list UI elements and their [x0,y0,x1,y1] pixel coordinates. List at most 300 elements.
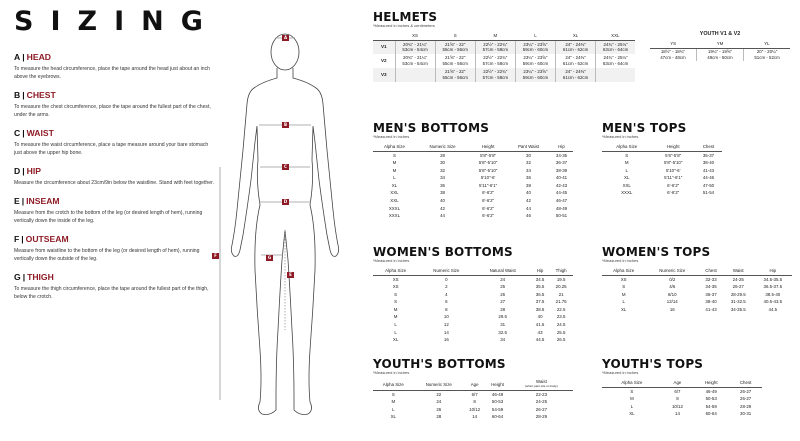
row-label: V3 [373,68,395,82]
table-row [602,291,792,299]
table-cell: S [392,152,396,158]
measurement-desc: Measure the circumference about 23cm/9in below the waistline. Stand with feet together. [14,180,214,186]
table-cell: 44 [526,205,531,211]
womens-bottoms-subtitle: *Measured in inches [373,258,410,263]
table-cell: 36.5 [535,291,545,297]
table-row [373,212,573,220]
table-cell: 10/12 [469,406,481,412]
table-row [373,283,573,291]
table-header [373,32,395,40]
table-row [373,313,573,321]
table-header: L [515,32,555,40]
body-outline-illustration [210,30,360,435]
table-cell: 34 [440,175,445,181]
table-row [373,174,573,182]
table-cell: 60-64 [491,414,504,420]
table-cell: 31-32.5 [730,299,746,305]
table-cell: S [622,284,626,290]
table-header: YS [650,40,696,48]
table-cell: 14 [675,411,680,417]
table-cell: 0/2 [669,276,676,282]
table-cell: 38-40 [705,299,717,305]
table-cell: 36 [440,182,445,188]
table-cell: XXXL [388,213,401,219]
table-cell: 36 [526,175,531,181]
table-cell: 21.75 [555,299,567,305]
table-cell: 24" - 24⅜" 61cm - 62cm [556,68,596,82]
table-cell: L [625,167,628,173]
table-row [373,167,573,175]
womens-tops-section [602,246,792,313]
table-row [602,306,792,314]
mens-bottoms-title: MEN'S BOTTOMS [373,121,490,135]
mens-tops-title: MEN'S TOPS [602,121,687,135]
measurement-desc: To measure the thigh circumference, place the tape around the fullest part of the thigh, below the crotch. [14,286,209,300]
marker-a: A [283,35,288,40]
table-row [373,54,635,68]
helmets-table [373,32,635,82]
table-cell: 28-29 [535,414,548,420]
table-header: Numeric Size [418,267,474,275]
youth-helmets-table [650,40,790,61]
table-cell: 40-41 [555,175,568,181]
table-cell: 23.5 [556,314,566,320]
table-cell: 30 [526,152,531,158]
youths-tops-title: YOUTH'S TOPS [602,357,704,371]
table-row [602,283,792,291]
table-cell: 54-59 [705,403,717,409]
table-cell: 5'10"-6' [480,175,496,181]
table-row [602,403,762,411]
table-cell: 28-29 [740,403,752,409]
table-cell: 54-59 [491,406,504,412]
womens-bottoms-table [373,267,573,344]
table-cell: 23¼" - 23⅝" 59cm - 60cm [515,54,555,68]
table-cell: 25.5 [556,329,566,335]
youths-bottoms-subtitle: *Measured in inches [373,370,410,375]
table-cell: 24-25 [732,276,744,282]
table-row [602,410,762,418]
table-cell: M [392,167,397,173]
table-cell: 44 [440,213,445,219]
table-cell: 36-37 [705,291,717,297]
table-cell: 34.5-35.5 [763,276,783,282]
table-cell: 24" - 24⅜" 61cm - 62cm [556,40,596,54]
measurement-letter: F [14,234,20,244]
marker-d: D [283,199,288,204]
table-header: XL [556,32,596,40]
table-cell: 5'8"-5'10" [663,160,683,166]
table-cell: 34-35 [555,152,568,158]
table-cell: XXL [390,190,399,196]
table-cell: 24 [436,399,442,405]
table-cell: 18½" - 18¾" 47cm - 48cm [650,48,696,61]
table-cell: 28 [440,152,445,158]
table-cell: 42 [526,198,531,204]
waist-note: (when pant sits on body) [525,384,558,388]
table-cell: 22½" - 22¾" 57cm - 58cm [475,54,515,68]
table-cell: XS [620,276,627,282]
table-cell: 6 [445,299,448,305]
measurement-list [14,52,214,310]
table-cell: XL [391,182,398,188]
table-header: Alpha Size [602,379,662,387]
table-cell [395,68,435,82]
table-cell: 44-45 [555,190,568,196]
table-cell: XS [392,284,399,290]
table-row [373,413,573,421]
table-cell: 40 [440,198,445,204]
table-cell: 22 [436,391,442,397]
table-cell: 6'-6'2" [667,182,680,188]
youths-bottoms-title: YOUTH'S BOTTOMS [373,357,506,371]
measurement-letter: E [14,196,20,206]
table-cell: S [391,391,395,397]
womens-tops-subtitle: *Measured in inches [602,258,639,263]
table-cell: 40 [526,190,531,196]
measurement-name: THIGH [27,272,54,282]
table-header: XXL [596,32,635,40]
table-cell: M [624,160,629,166]
table-cell: 25 [500,284,506,290]
table-cell: XL [629,411,635,417]
table-cell: 38 [440,190,445,196]
table-header: Alpha Size [602,267,645,275]
youth-helmets-title: YOUTH V1 & V2 [699,31,741,37]
table-header: Height [485,379,510,390]
table-cell: 34 [500,337,506,343]
youths-tops-subtitle: *Measured in inches [602,370,639,375]
table-cell: 32 [440,167,445,173]
table-cell: 40.5-43.5 [763,299,783,305]
table-cell: 24.5 [556,322,566,328]
table-cell: 22.5 [556,306,566,312]
table-header: Hip [531,267,549,275]
table-cell: 6'-6'2" [482,198,495,204]
marker-b: B [283,122,288,127]
table-cell: 23¼" - 23⅝" 59cm - 60cm [515,40,555,54]
table-cell: M [630,396,634,402]
marker-g: G [267,255,272,260]
table-cell: 21⅝" - 22" 55cm - 56cm [435,40,475,54]
table-row [373,189,573,197]
table-row [373,159,573,167]
table-cell: 37.5 [535,299,545,305]
table-cell: 46-49 [705,388,717,394]
table-row [602,174,722,182]
table-row [373,40,635,54]
table-header: Numeric Size [416,143,469,151]
measurement-desc: To measure the chest circumference, place the tape around the fullest part of the chest, under the arms. [14,104,211,118]
table-cell: 28-29.5 [730,291,746,297]
marker-e: E [287,272,294,278]
table-cell: 26-27 [740,388,752,394]
table-cell: 40 [537,314,543,320]
table-cell: 20¾" - 21¼" 53cm - 54cm [395,54,435,68]
helmets-title: HELMETS [373,10,438,24]
table-cell: 50-53 [705,396,717,402]
table-cell: XL [624,175,630,181]
table-cell: 19¼" - 19⅝" 49cm - 50cm [696,48,743,61]
mens-tops-table [602,143,722,197]
table-cell: 24¾" - 25⅛" 63cm - 64cm [596,40,635,54]
mens-tops-section [602,122,722,197]
table-cell: 44.5 [768,306,778,312]
measurement-name: HIP [26,166,41,176]
table-header: Chest [699,267,723,275]
table-cell: 16 [669,306,675,312]
table-cell: 0 [445,276,448,282]
table-cell: 43 [537,329,543,335]
table-cell: 29.5 [498,314,507,320]
table-row [373,398,573,406]
measurement-name: WAIST [26,128,54,138]
table-cell: 46-47 [555,198,568,204]
table-header: Numeric Size [414,379,464,390]
table-cell: 32 [526,160,531,166]
table-cell: 44.5 [535,337,545,343]
table-cell: 46-49 [491,391,504,397]
table-header: Pant Waist [507,143,550,151]
table-row [373,275,573,283]
table-cell: 46 [526,213,531,219]
table-cell: M [393,306,398,312]
table-row [650,48,790,61]
womens-bottoms-title: WOMEN'S BOTTOMS [373,245,513,259]
table-cell: L [622,299,625,305]
table-cell: 31 [500,322,506,328]
measurement-chest: B | CHEST To measure the chest circumference, place the tape around the fullest part of the chest, under the arms. [14,90,214,119]
table-header: Alpha Size [373,143,416,151]
table-header: Hip [550,143,573,151]
measurement-letter: G [14,272,21,282]
womens-bottoms-section [373,246,573,344]
youths-tops-section [602,358,762,418]
table-cell: 6'-6'2" [482,190,495,196]
table-cell: 12 [443,322,449,328]
helmets-section [373,11,635,82]
table-header: XS [395,32,435,40]
table-header: Waist [723,267,754,275]
table-row [373,306,573,314]
table-row [602,189,722,197]
table-cell: 30 [440,160,445,166]
table-cell: 26 [436,406,442,412]
marker-f: F [212,253,219,259]
table-cell: 14 [472,414,478,420]
measurement-hip: D | HIP Measure the circumference about 23cm/9in below the waistline. Stand with feet together. [14,166,214,186]
table-header: Chest [695,143,722,151]
table-cell: XXXL [388,205,401,211]
table-cell: 41.5 [535,322,545,328]
table-cell: 8/10 [667,291,677,297]
table-cell: 26 [500,291,506,297]
table-cell: 6'-6'2" [482,205,495,211]
table-cell: 26.5 [556,337,566,343]
measurement-letter: B [14,90,21,100]
table-cell: 41-43 [705,306,717,312]
table-cell: S [625,152,629,158]
table-header: Thigh [549,267,573,275]
table-cell: M [393,314,398,320]
table-cell: XXL [390,198,399,204]
table-cell: XL [390,414,396,420]
table-row [373,329,573,337]
table-row [373,336,573,344]
table-cell: S [394,291,398,297]
table-header: Alpha Size [602,143,651,151]
table-cell: 6/7 [471,391,478,397]
table-cell: 8 [676,396,679,402]
table-cell: 22-23 [535,391,548,397]
table-cell: M [392,160,397,166]
table-row [373,406,573,414]
table-cell: 34-35.5 [730,306,746,312]
table-header: M [475,32,515,40]
measurement-desc: Measure from the crotch to the bottom of the leg (or desired length of hem), running vertically down the inside of the leg. [14,210,203,224]
table-row [373,197,573,205]
table-header: Alpha Size [373,379,414,390]
table-cell: 20¾" - 21¼" 53cm - 54cm [395,40,435,54]
mens-bottoms-section [373,122,573,220]
table-header: Height [693,379,729,387]
table-cell: 5'11"-6'1" [479,182,498,188]
table-cell: 35.5 [535,284,545,290]
table-cell: 21⅝" - 22" 55cm - 56cm [435,54,475,68]
table-cell: 32.5 [498,329,507,335]
table-cell: 27 [500,299,506,305]
measurement-inseam: E | INSEAM Measure from the crotch to the bottom of the leg (or desired length of hem), running vertically down the inside of the leg. [14,196,214,225]
marker-c: C [282,164,289,170]
youth-helmets-section [650,31,790,61]
table-cell: S [630,388,634,394]
table-cell: L [394,322,397,328]
table-cell: 5'10"-6' [665,167,681,173]
measurement-name: CHEST [26,90,56,100]
measurement-name: HEAD [26,52,51,62]
table-cell: 21⅝" - 22" 55cm - 56cm [435,68,475,82]
table-cell: 2 [445,284,448,290]
table-header: Hip [754,267,792,275]
table-header: S [435,32,475,40]
table-cell: 24¾" - 25⅛" 63cm - 64cm [602,55,629,66]
table-cell: 5'8"-5'8" [480,152,497,158]
table-row [602,298,792,306]
table-cell: L [630,403,634,409]
table-cell: 34.5 [535,276,545,282]
table-cell: 5'6"-5'8" [665,152,682,158]
table-row [373,298,573,306]
table-cell: XXL [622,182,631,188]
table-cell: 20.25 [555,284,567,290]
measurement-letter: C [14,128,21,138]
table-row [373,321,573,329]
table-cell: 26-27 [740,396,752,402]
table-cell: 36.5-37.5 [763,284,783,290]
body-figure [210,30,360,435]
table-cell: 20" - 20¼" 51cm - 52cm [754,49,780,60]
table-header: YL [744,40,790,48]
table-cell: XS [392,276,399,282]
table-cell: 38-39 [555,167,568,173]
youths-tops-table [602,379,762,418]
measurement-waist: C | WAIST To measure the waist circumference, place a tape measure around your bare stomach just above the upper hip bone. [14,128,214,157]
table-cell: 60-64 [705,411,717,417]
table-row [602,167,722,175]
table-cell: L [394,329,397,335]
table-cell: 48-49 [555,205,568,211]
table-cell: S [394,299,398,305]
table-cell: L [392,406,395,412]
table-cell: 42 [440,205,445,211]
table-row [373,182,573,190]
womens-tops-title: WOMEN'S TOPS [602,245,711,259]
table-cell: 16 [443,337,449,343]
table-cell: 12/14 [666,299,678,305]
table-cell: XXXL [621,190,633,196]
table-cell: 10 [443,314,449,320]
table-cell: M [391,399,396,405]
table-cell: 28 [436,414,442,420]
table-header: YM [696,40,743,48]
table-cell: 38-40 [702,160,715,166]
table-row [373,390,573,398]
table-cell: 38.5 [535,306,545,312]
row-label: V2 [373,54,395,68]
table-cell: 8 [473,399,476,405]
table-row [602,395,762,403]
measurement-letter: D [14,166,21,176]
table-cell: XL [392,337,399,343]
table-row [602,275,792,283]
measurement-desc: Measure from waistline to the bottom of the leg (or desired length of hem), running vertically down the outside of the leg. [14,248,200,262]
table-cell: 8 [445,306,448,312]
table-header: Natural Waist [474,267,530,275]
table-cell: 26-27 [535,406,548,412]
table-cell: 30-31 [740,411,752,417]
table-cell: 23¼" - 23⅝" 59cm - 60cm [515,68,555,82]
mens-bottoms-subtitle: *Measured in inches [373,134,410,139]
table-header: Waist (when pant sits on body) [510,379,573,390]
measurement-desc: To measure the waist circumference, place a tape measure around your bare stomach just above the upper hip bone. [14,142,209,156]
page-title: SIZING [14,6,220,37]
table-cell: 32-33 [705,276,717,282]
table-cell: 36-37 [555,160,568,166]
measurement-name: OUTSEAM [25,234,69,244]
youths-bottoms-section [373,358,573,421]
mens-tops-subtitle: *Measured in inches [602,134,639,139]
table-cell: 47-50 [702,182,715,188]
table-row [602,182,722,190]
table-cell: 5'11"-6'1" [664,175,683,181]
table-header: Height [469,143,507,151]
measurement-head: A | HEAD To measure the head circumference, place the tape around the head just about an inch above the eyebrows. [14,52,214,81]
table-cell: 4 [445,291,448,297]
table-header: Chest [729,379,762,387]
table-row [373,151,573,159]
measurement-name: INSEAM [26,196,60,206]
mens-bottoms-table [373,143,573,220]
table-cell: 24" - 24⅜" 61cm - 62cm [556,54,596,68]
table-cell: 22½" - 22¾" 57cm - 58cm [475,68,515,82]
table-cell: 14 [443,329,449,335]
table-cell: M [621,291,626,297]
table-cell: 24 [500,276,506,282]
table-cell: 6'-6'2" [482,213,495,219]
table-cell: 38.5-40 [765,291,781,297]
table-cell: 42-43 [555,182,568,188]
table-header: Numeric Size [645,267,699,275]
